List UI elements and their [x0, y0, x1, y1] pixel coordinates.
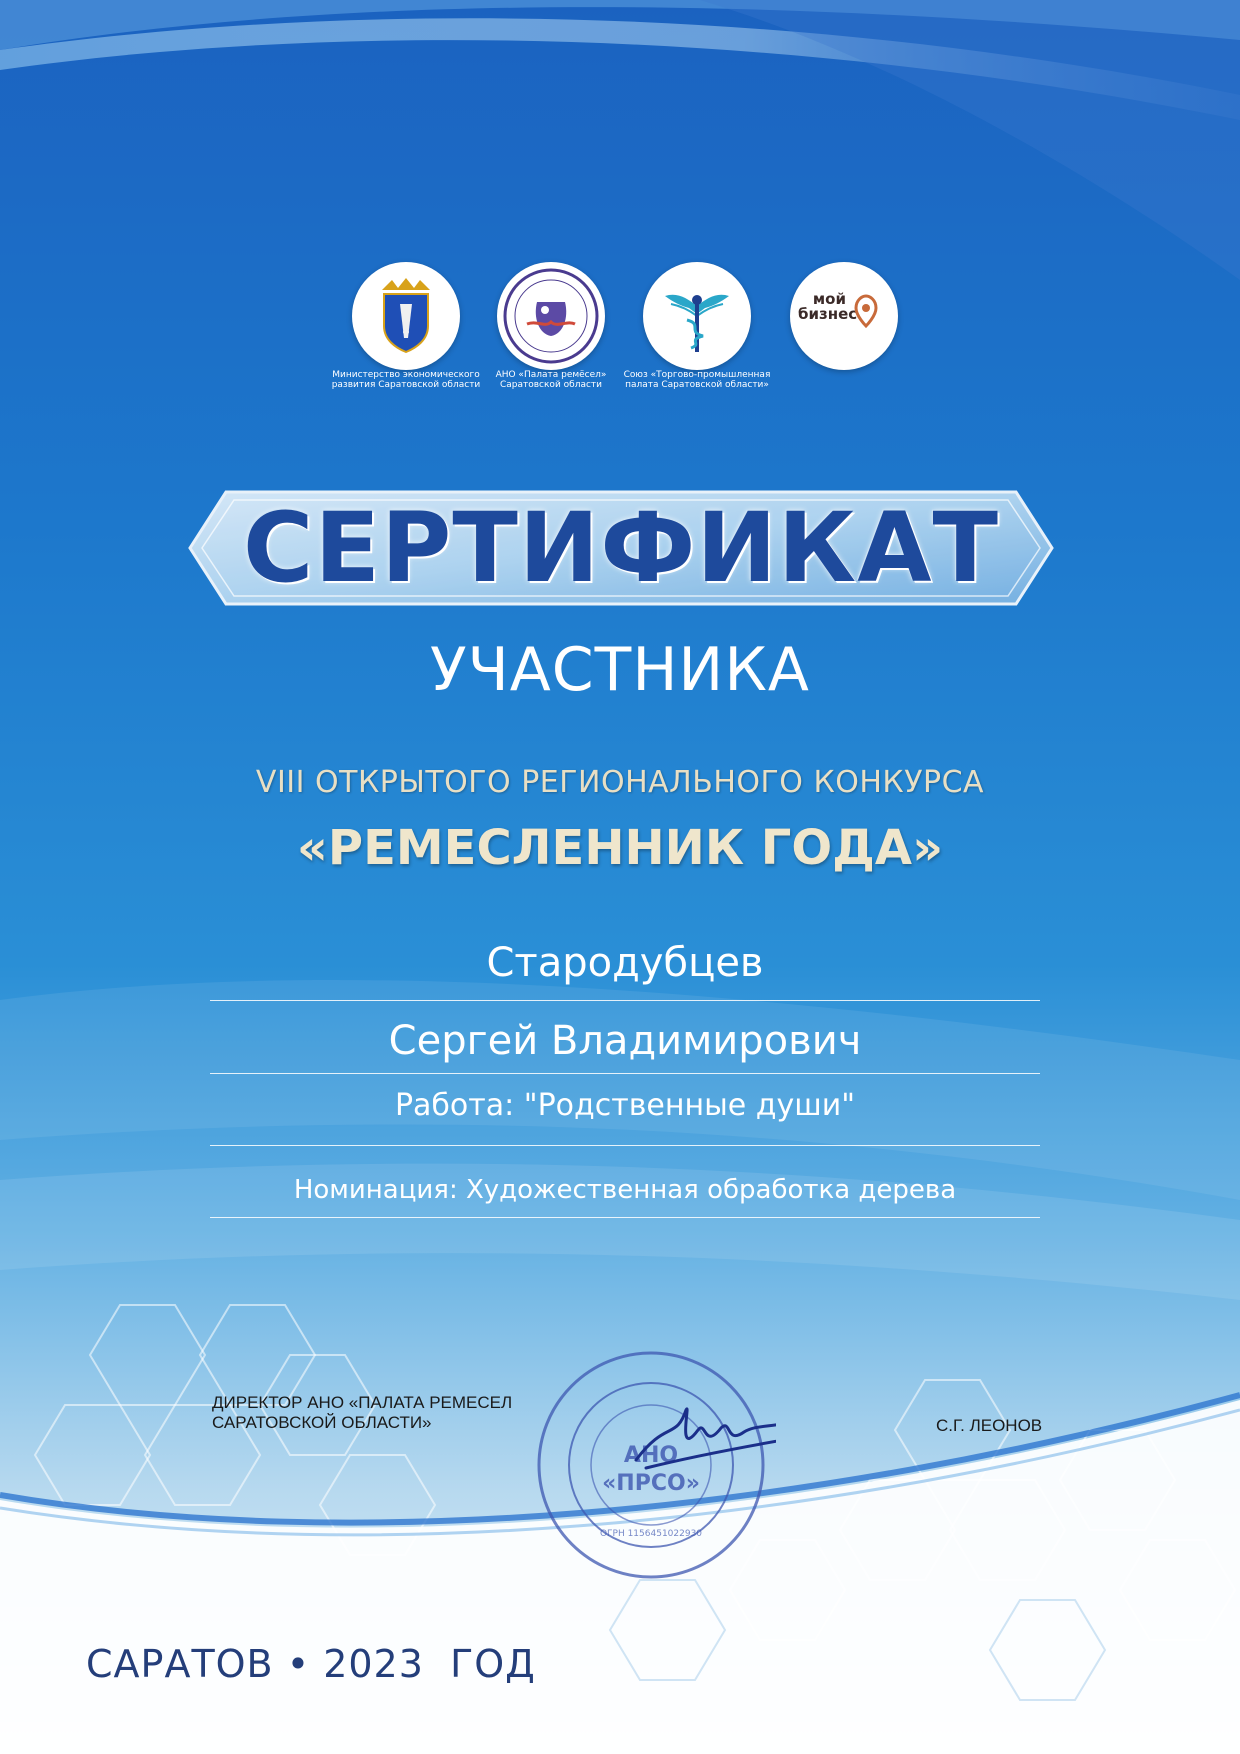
contest-line-2: «РЕМЕСЛЕННИК ГОДА» [296, 820, 944, 876]
divider [210, 1000, 1040, 1001]
footer-city-year: САРАТОВ • 2023 ГОД [86, 1642, 536, 1686]
divider [210, 1217, 1040, 1218]
participant-surname: Стародубцев [486, 940, 764, 986]
logo-chamber-of-commerce [623, 262, 771, 390]
participant-work: Работа: "Родственные души" [394, 1088, 856, 1123]
chamber-of-commerce-icon [643, 262, 751, 370]
signer-name: С.Г. ЛЕОНОВ [936, 1416, 1043, 1435]
logo-ministry-caption: Министерство экономического развития Саратовской области [331, 370, 481, 390]
divider [210, 1145, 1040, 1146]
logo-ministry [331, 262, 481, 390]
saratov-coat-of-arms-icon [352, 262, 460, 370]
logo-palata-remesel [495, 262, 607, 390]
palata-remesel-icon [497, 262, 605, 370]
stamp-center-line-1: АНО [623, 1443, 679, 1468]
moy-biznes-wordmark: мой бизнес [798, 290, 858, 323]
participant-name: Сергей Владимирович [388, 1018, 862, 1064]
logo-palata-caption: АНО «Палата ремёсел» Саратовской области [495, 370, 607, 390]
logo-chamber-caption: Союз «Торгово-промышленная палата Саратовской области» [623, 370, 771, 390]
certificate-subtitle: УЧАСТНИКА [430, 635, 810, 705]
divider [210, 1073, 1040, 1074]
stamp-center-line-2: «ПРСО» [602, 1471, 700, 1496]
stamp-ogrn: ОГРН 1156451022930 [599, 1529, 703, 1539]
logo-moy-biznes [790, 262, 898, 370]
organization-stamp [526, 1340, 776, 1590]
participant-nomination: Номинация: Художественная обработка дерева [293, 1175, 957, 1205]
contest-line-1: VIII ОТКРЫТОГО РЕГИОНАЛЬНОГО КОНКУРСА [255, 765, 985, 800]
certificate-title: СЕРТИФИКАТ [242, 492, 999, 604]
director-title: ДИРЕКТОР АНО «ПАЛАТА РЕМЕСЕЛ САРАТОВСКОЙ ОБЛАСТИ» [212, 1393, 513, 1432]
moy-biznes-icon [790, 262, 898, 370]
